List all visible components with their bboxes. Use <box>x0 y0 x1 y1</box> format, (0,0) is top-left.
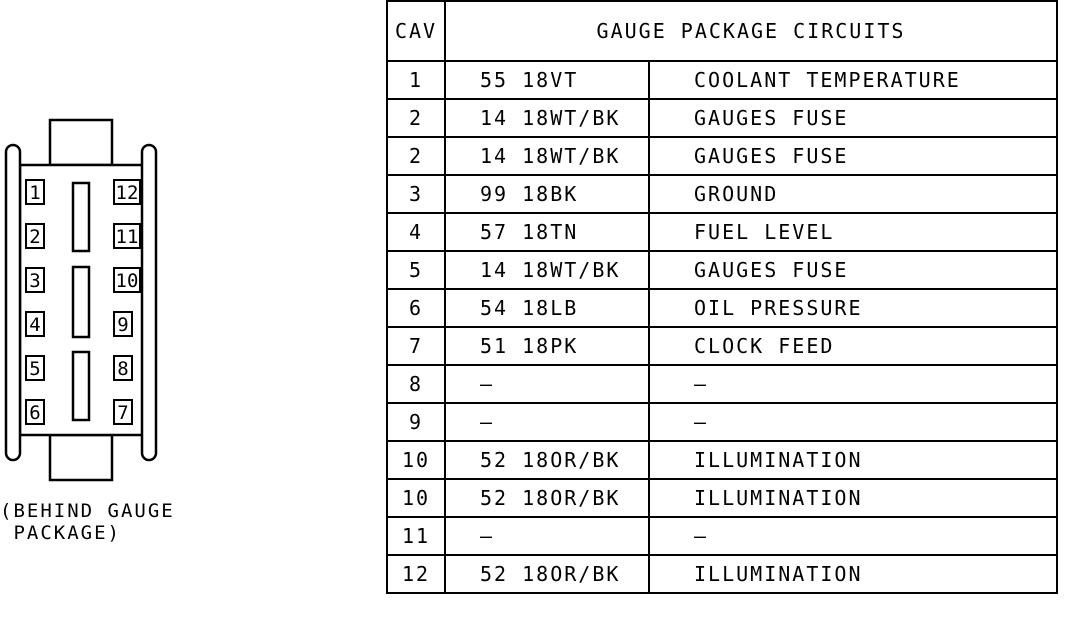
left-pin-label: 2 <box>29 226 41 248</box>
cell-function: FUEL LEVEL <box>649 213 1057 251</box>
cell-cav: 11 <box>387 517 445 555</box>
cell-function: ILLUMINATION <box>649 555 1057 593</box>
cell-function: — <box>649 403 1057 441</box>
cell-cav: 12 <box>387 555 445 593</box>
circuit-table <box>386 0 1058 594</box>
table-header-row <box>387 1 1057 61</box>
right-pin-label: 7 <box>117 402 129 424</box>
table-row <box>387 289 1057 327</box>
cell-wire: — <box>445 403 649 441</box>
left-pin-label: 3 <box>29 270 41 292</box>
cell-function: — <box>649 517 1057 555</box>
cell-function: ILLUMINATION <box>649 441 1057 479</box>
cell-function: COOLANT TEMPERATURE <box>649 61 1057 99</box>
cell-cav: 10 <box>387 441 445 479</box>
right-pin-label: 9 <box>117 314 129 336</box>
cell-function: GAUGES FUSE <box>649 251 1057 289</box>
table-row <box>387 441 1057 479</box>
right-pin-label: 8 <box>117 358 129 380</box>
caption-line-1: (BEHIND GAUGE <box>0 500 175 522</box>
table-body <box>387 61 1057 593</box>
cell-cav: 5 <box>387 251 445 289</box>
cell-wire: 52 18OR/BK <box>445 441 649 479</box>
cell-cav: 2 <box>387 99 445 137</box>
cell-function: GROUND <box>649 175 1057 213</box>
table-row <box>387 251 1057 289</box>
table-row <box>387 327 1057 365</box>
table-row <box>387 99 1057 137</box>
cell-function: GAUGES FUSE <box>649 99 1057 137</box>
cell-cav: 6 <box>387 289 445 327</box>
right-pin-label: 12 <box>115 182 139 204</box>
cell-wire: — <box>445 517 649 555</box>
cell-wire: 51 18PK <box>445 327 649 365</box>
cell-wire: 14 18WT/BK <box>445 251 649 289</box>
cell-cav: 1 <box>387 61 445 99</box>
cell-cav: 7 <box>387 327 445 365</box>
cell-function: — <box>649 365 1057 403</box>
cell-cav: 2 <box>387 137 445 175</box>
table-row <box>387 555 1057 593</box>
cell-wire: 52 18OR/BK <box>445 479 649 517</box>
cell-wire: 52 18OR/BK <box>445 555 649 593</box>
cell-cav: 10 <box>387 479 445 517</box>
table-row <box>387 175 1057 213</box>
right-pin-label: 11 <box>115 226 139 248</box>
cell-cav: 9 <box>387 403 445 441</box>
connector-body <box>6 120 156 480</box>
connector-caption <box>0 500 190 544</box>
table-row <box>387 365 1057 403</box>
table-row <box>387 61 1057 99</box>
table-row <box>387 137 1057 175</box>
cell-cav: 3 <box>387 175 445 213</box>
cell-function: GAUGES FUSE <box>649 137 1057 175</box>
cell-wire: — <box>445 365 649 403</box>
cell-wire: 99 18BK <box>445 175 649 213</box>
table-row <box>387 403 1057 441</box>
cell-wire: 14 18WT/BK <box>445 99 649 137</box>
left-pin-label: 6 <box>29 402 41 424</box>
connector-diagram <box>0 110 190 490</box>
cell-wire: 55 18VT <box>445 61 649 99</box>
cell-cav: 8 <box>387 365 445 403</box>
table-row <box>387 517 1057 555</box>
cell-wire: 14 18WT/BK <box>445 137 649 175</box>
cell-wire: 54 18LB <box>445 289 649 327</box>
left-pin-label: 1 <box>29 182 41 204</box>
cell-function: OIL PRESSURE <box>649 289 1057 327</box>
table-row <box>387 213 1057 251</box>
right-pin-label: 10 <box>115 270 139 292</box>
header-cav: CAV <box>387 1 445 61</box>
cell-function: ILLUMINATION <box>649 479 1057 517</box>
table-row <box>387 479 1057 517</box>
left-pin-label: 4 <box>29 314 41 336</box>
cell-wire: 57 18TN <box>445 213 649 251</box>
header-title: GAUGE PACKAGE CIRCUITS <box>445 1 1057 61</box>
cell-cav: 4 <box>387 213 445 251</box>
caption-line-2: PACKAGE) <box>0 522 121 544</box>
cell-function: CLOCK FEED <box>649 327 1057 365</box>
left-pin-label: 5 <box>29 358 41 380</box>
